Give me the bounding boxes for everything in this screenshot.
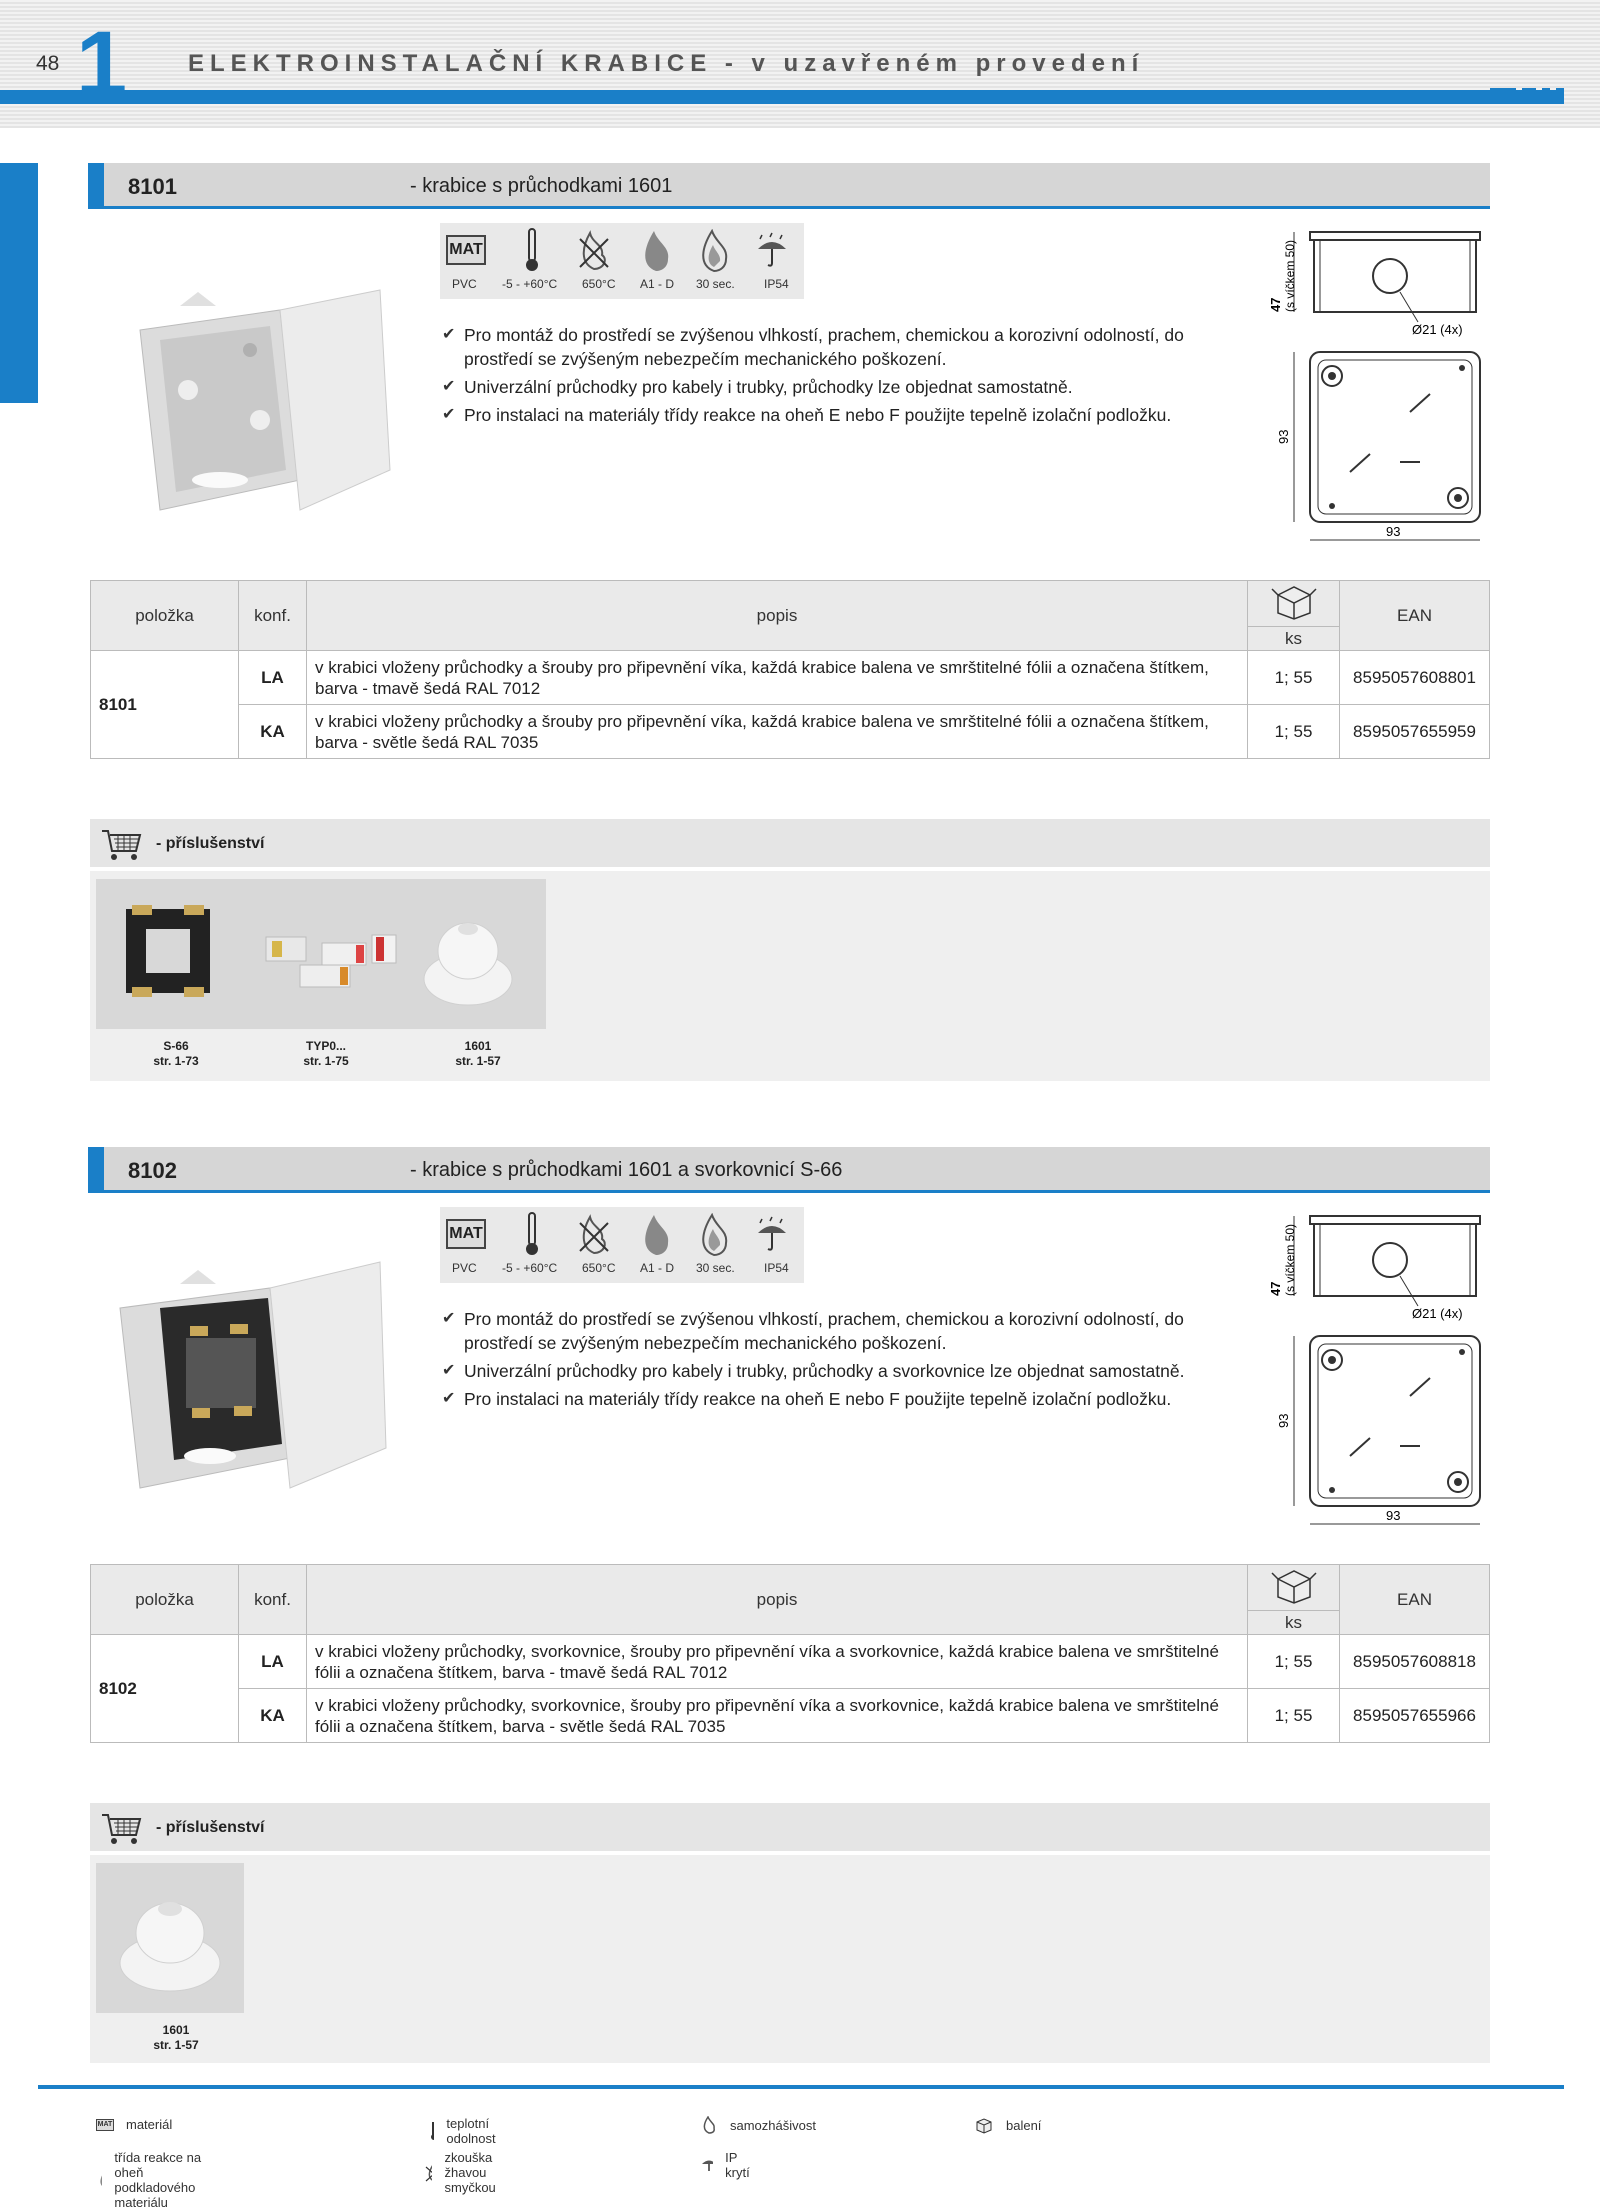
hole-label: Ø21 (4x) [1412,1306,1463,1321]
polozka-cell: 8102 [91,1635,239,1743]
header-polozka: položka [91,581,239,651]
legend-label: balení [1006,2117,1042,2133]
header-popis: popis [307,1565,1248,1635]
grommet-1601-image [424,923,512,1005]
ip-rating-icon [700,2156,713,2174]
glow-wire-icon [574,1213,614,1257]
spec-table-8101 [90,580,1490,759]
temperature-label: -5 - +60°C [502,1261,558,1275]
mat-icon: MAT [446,235,486,265]
product-description: - krabice s průchodkami 1601 a svorkovnicí S-66 [410,1159,843,1181]
feature-item: ✔ Pro montáž do prostředí se zvýšenou vlhkostí, prachem, chemickou a korozivní odolností, do prostředí se zvýšeným nebezpečím mechanického poškození. [442,1307,1242,1355]
depth-label: 93 [1276,1413,1291,1428]
header-blocks [1490,88,1564,104]
accessories-image [96,1863,244,2013]
box-icon [1270,1565,1318,1605]
feature-item: ✔ Pro instalaci na materiály třídy reakce na oheň E nebo F použijte tepelně izolační podložku. [442,1387,1242,1411]
header-ean: EAN [1340,1565,1490,1635]
ean-cell: 8595057655959 [1340,705,1490,759]
ks-cell: 1; 55 [1248,1635,1340,1689]
height-dimension [1268,240,1297,312]
glow-wire-icon [574,229,614,273]
icon-strip-8102 [440,1207,804,1283]
ks-cell: 1; 55 [1248,1689,1340,1743]
self-extinguish-icon [700,2116,718,2134]
accessory-page: str. 1-75 [303,1054,349,1068]
spec-table-8102 [90,1564,1490,1743]
ean-cell: 8595057608818 [1340,1635,1490,1689]
accessory-name: TYP0... [305,1039,346,1053]
polozka-cell: 8101 [91,651,239,759]
accessories-body-8102 [90,1855,1490,2063]
accessory-caption [136,1039,216,1069]
konf-cell: LA [239,651,307,705]
header-konf: konf. [239,581,307,651]
feature-list-8101 [442,323,1242,431]
reaction-class-icon [636,229,676,273]
konf-cell: LA [239,1635,307,1689]
feature-list-8102 [442,1307,1242,1415]
product-header-8102 [88,1147,1490,1193]
legend-label: samozhášivost [730,2117,816,2133]
product-code: 8101 [128,174,177,199]
self-extinguish-icon [694,229,734,273]
mat-icon: MAT [446,1219,486,1249]
packaging-icon-cell [1248,581,1340,627]
popis-cell: v krabici vloženy průchodky, svorkovnice, šrouby pro připevnění víka a svorkovnice, každá krabice balena ve smrštitelné fólii a označena štítkem, barva - tmavě šedá RAL 7012 [307,1635,1248,1689]
reaction-class-icon [96,2171,102,2189]
legend-label: zkouška žhavou smyčkou [444,2150,496,2195]
typ0-connectors-image [266,935,396,987]
self-extinguish-label: 30 sec. [696,277,735,291]
height-dimension [1268,1224,1297,1296]
temperature-label: -5 - +60°C [502,277,558,291]
accessory-caption [136,2023,216,2053]
accessory-name: S-66 [163,1039,189,1053]
box-icon [974,2116,994,2134]
product-description: - krabice s průchodkami 1601 [410,175,673,197]
product-code: 8102 [128,1158,177,1183]
ip-label: IP54 [764,277,789,291]
table-row [91,1689,1490,1743]
accessory-caption [438,1039,518,1069]
glow-wire-label: 650°C [582,1261,616,1275]
reaction-class-icon [636,1213,676,1257]
accessories-body-8101 [90,871,1490,1081]
ean-cell: 8595057655966 [1340,1689,1490,1743]
cart-icon [100,1809,142,1847]
accessory-page: str. 1-57 [153,2038,199,2052]
reaction-class-label: A1 - D [640,1261,675,1275]
legend-item [700,2150,755,2180]
accessories-image [96,879,546,1029]
legend-item [96,2117,172,2132]
page-number: 48 [36,52,60,75]
width-label: 93 [1386,524,1401,539]
reaction-class-label: A1 - D [640,277,675,291]
legend-label: materiál [126,2117,173,2132]
product-header-8101 [88,163,1490,209]
header-ks: ks [1248,1611,1340,1635]
legend-item [974,2116,1041,2134]
hole-label: Ø21 (4x) [1412,322,1463,337]
ean-cell: 8595057608801 [1340,651,1490,705]
header-bar [0,90,1560,104]
header-konf: konf. [239,1565,307,1635]
technical-drawing-8102 [1250,1206,1490,1546]
mat-icon: MAT [96,2119,114,2131]
table-row [91,705,1490,759]
product-image-8102 [100,1248,400,1518]
chapter-number: 1 [76,13,128,115]
self-extinguish-icon [694,1213,734,1257]
header-ks: ks [1248,627,1340,651]
accessory-name: 1601 [464,1039,492,1053]
table-row [91,651,1490,705]
chapter-tab [0,163,38,403]
accessory-name: 1601 [162,2023,190,2037]
product-image-8101 [100,270,400,540]
height-note: (s víčkem 50) [1283,1223,1297,1296]
feature-item: ✔ Pro instalaci na materiály třídy reakce na oheň E nebo F použijte tepelně izolační podložku. [442,403,1242,427]
legend-item [430,2116,499,2146]
grommet-1601-image [120,1902,220,1991]
accessories-label: - příslušenství [156,1819,265,1836]
box-icon [1270,581,1318,621]
height-label: 47 [1268,297,1283,312]
ks-cell: 1; 55 [1248,651,1340,705]
ip-rating-icon [754,1215,790,1255]
accessory-page: str. 1-57 [455,1054,501,1068]
ip-label: IP54 [764,1261,789,1275]
icon-strip-8101 [440,223,804,299]
konf-cell: KA [239,1689,307,1743]
header-ean: EAN [1340,581,1490,651]
feature-item: ✔ Univerzální průchodky pro kabely i trubky, průchodky a svorkovnice lze objednat samostatně. [442,1359,1242,1383]
thermometer-icon [520,1211,544,1257]
legend-item [700,2116,816,2134]
accessories-header-8102 [90,1803,1490,1853]
s66-terminal-image [126,905,210,997]
table-row [91,1635,1490,1689]
width-label: 93 [1386,1508,1401,1523]
popis-cell: v krabici vloženy průchodky, svorkovnice, šrouby pro připevnění víka a svorkovnice, každá krabice balena ve smrštitelné fólii a označena štítkem, barva - světle šedá RAL 7035 [307,1689,1248,1743]
height-label: 47 [1268,1281,1283,1296]
material-label: PVC [452,1261,477,1275]
accessories-label: - příslušenství [156,835,265,852]
depth-label: 93 [1276,429,1291,444]
self-extinguish-label: 30 sec. [696,1261,735,1275]
feature-item: ✔ Univerzální průchodky pro kabely i trubky, průchodky lze objednat samostatně. [442,375,1242,399]
accessories-header-8101 [90,819,1490,869]
popis-cell: v krabici vloženy průchodky a šrouby pro připevnění víka, každá krabice balena ve smrštitelné fólii a označena štítkem, barva - světle šedá RAL 7035 [307,705,1248,759]
cart-icon [100,825,142,863]
height-note: (s víčkem 50) [1283,239,1297,312]
legend-label: třída reakce na oheň podkladového materiálu [114,2150,202,2210]
popis-cell: v krabici vloženy průchodky a šrouby pro připevnění víka, každá krabice balena ve smrštitelné fólii a označena štítkem, barva - tmavě šedá RAL 7012 [307,651,1248,705]
legend-label: teplotní odolnost [446,2116,496,2146]
header-popis: popis [307,581,1248,651]
technical-drawing-8101 [1250,222,1490,562]
konf-cell: KA [239,705,307,759]
accessory-page: str. 1-73 [153,1054,199,1068]
accessory-caption [286,1039,366,1069]
page-title: ELEKTROINSTALAČNÍ KRABICE - v uzavřeném provedení [188,50,1145,77]
thermometer-icon [430,2122,434,2140]
glow-wire-icon [424,2164,432,2182]
packaging-icon-cell [1248,1565,1340,1611]
ks-cell: 1; 55 [1248,705,1340,759]
header-polozka: položka [91,1565,239,1635]
feature-item: ✔ Pro montáž do prostředí se zvýšenou vlhkostí, prachem, chemickou a korozivní odolností, do prostředí se zvýšeným nebezpečím mechanického poškození. [442,323,1242,371]
footer-line [38,2085,1564,2089]
material-label: PVC [452,277,477,291]
legend-label: IP krytí [725,2150,750,2180]
glow-wire-label: 650°C [582,277,616,291]
legend-item [96,2150,207,2210]
legend-item [424,2150,507,2195]
ip-rating-icon [754,231,790,271]
thermometer-icon [520,227,544,273]
